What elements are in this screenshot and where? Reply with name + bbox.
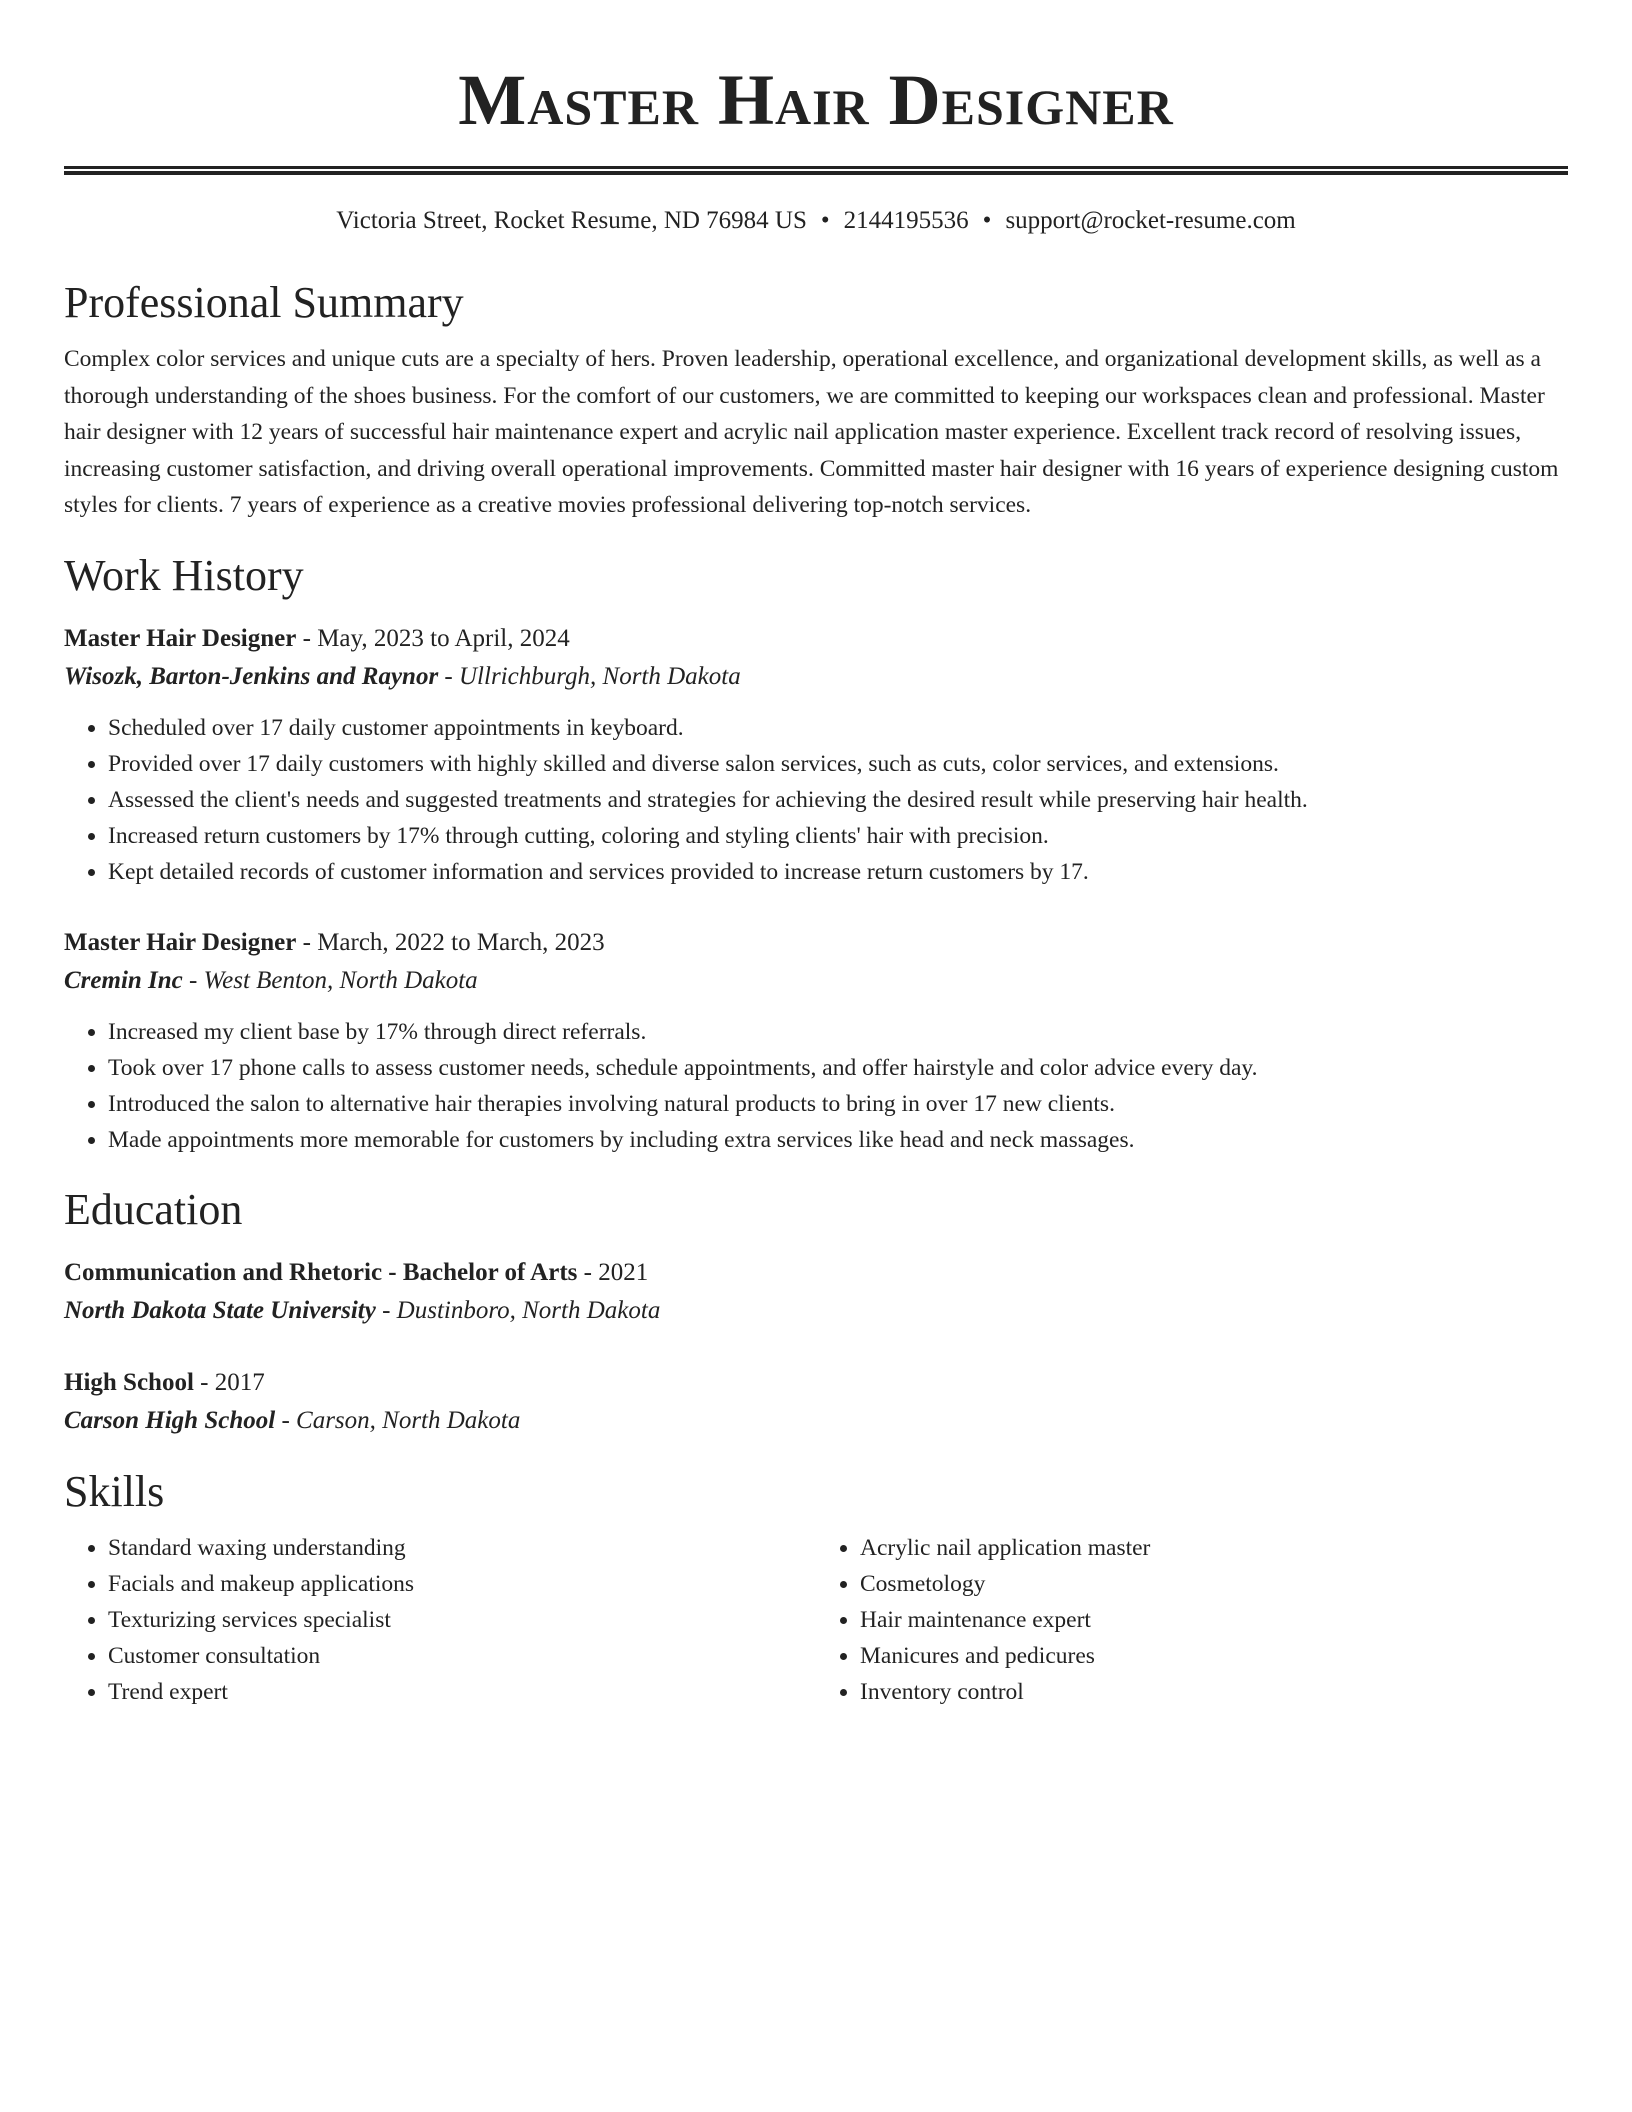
education-location: Dustinboro, North Dakota	[396, 1296, 661, 1324]
contact-email: support@rocket-resume.com	[1005, 207, 1296, 234]
education-year: 2021	[598, 1258, 649, 1286]
job-bullet: • Scheduled over 17 daily customer appointments in keyboard.	[108, 710, 1568, 746]
job-location: Ullrichburgh, North Dakota	[459, 662, 741, 690]
job-bullet: • Introduced the salon to alternative hair therapies involving natural products to bring in over 17 new clients.	[108, 1086, 1568, 1122]
skill-item: • Manicures and pedicures	[860, 1638, 1568, 1674]
dash: -	[182, 966, 204, 994]
skills-columns	[64, 1530, 1568, 1710]
job-entry	[64, 620, 1568, 890]
header-double-rule	[64, 166, 1568, 175]
education-year: 2017	[214, 1368, 265, 1396]
dash: -	[577, 1258, 599, 1286]
job-dates: May, 2023 to April, 2024	[317, 624, 570, 652]
education-location: Carson, North Dakota	[296, 1406, 521, 1434]
skill-item: • Customer consultation	[108, 1638, 816, 1674]
job-bullet: • Made appointments more memorable for customers by including extra services like head and neck massages.	[108, 1122, 1568, 1158]
education-entry	[64, 1364, 1568, 1440]
skill-item: • Texturizing services specialist	[108, 1602, 816, 1638]
education-degree-line	[64, 1254, 1568, 1292]
contact-line	[64, 205, 1568, 237]
job-bullet: • Provided over 17 daily customers with highly skilled and diverse salon services, such as cuts, color services, and extensions.	[108, 746, 1568, 782]
education-school: North Dakota State University	[64, 1296, 376, 1324]
job-role: Master Hair Designer	[64, 928, 297, 956]
job-company: Cremin Inc	[64, 966, 183, 994]
dash: -	[375, 1296, 397, 1324]
job-bullet-list	[64, 710, 1568, 890]
job-bullet: • Assessed the client's needs and suggested treatments and strategies for achieving the desired result while preserving hair health.	[108, 782, 1568, 818]
job-dates: March, 2022 to March, 2023	[317, 928, 605, 956]
education-degree: High School	[64, 1368, 194, 1396]
education-school: Carson High School	[64, 1406, 276, 1434]
summary-text: Complex color services and unique cuts are a specialty of hers. Proven leadership, operational excellence, and organizational development skills, as well as a thorough understanding of the shoes business. For the comfort of our customers, we are committed to keeping our workspaces clean and professional. Master hair designer with 12 years of successful hair maintenance expert and acrylic nail application master experience. Excellent track record of resolving issues, increasing customer satisfaction, and driving overall operational improvements. Committed master hair designer with 16 years of experience designing custom styles for clients. 7 years of experience as a creative movies professional delivering top-notch services.	[64, 346, 1559, 518]
job-bullet: • Increased my client base by 17% through direct referrals.	[108, 1014, 1568, 1050]
work-history-heading: Work History	[64, 550, 304, 600]
job-title-line	[64, 620, 1568, 658]
job-company-line	[64, 962, 1568, 1000]
skill-item: • Facials and makeup applications	[108, 1566, 816, 1602]
dash: -	[296, 928, 318, 956]
job-bullet: • Took over 17 phone calls to assess customer needs, schedule appointments, and offer hairstyle and color advice every day.	[108, 1050, 1568, 1086]
job-company: Wisozk, Barton-Jenkins and Raynor	[64, 662, 439, 690]
skill-item: • Hair maintenance expert	[860, 1602, 1568, 1638]
dash: -	[193, 1368, 215, 1396]
education-degree-line	[64, 1364, 1568, 1402]
contact-phone: 2144195536	[843, 207, 969, 234]
skills-list-left	[64, 1530, 816, 1710]
skill-item: • Acrylic nail application master	[860, 1530, 1568, 1566]
job-entry	[64, 924, 1568, 1158]
job-role: Master Hair Designer	[64, 624, 297, 652]
skill-item: • Cosmetology	[860, 1566, 1568, 1602]
job-company-line	[64, 658, 1568, 696]
dash: -	[438, 662, 459, 690]
education-heading: Education	[64, 1184, 243, 1234]
job-bullet-list	[64, 1014, 1568, 1158]
job-title-line	[64, 924, 1568, 962]
dash: -	[296, 624, 318, 652]
skills-list-right	[816, 1530, 1568, 1710]
education-entry	[64, 1254, 1568, 1330]
skill-item: • Trend expert	[108, 1674, 816, 1710]
skills-heading: Skills	[64, 1466, 165, 1516]
job-location: West Benton, North Dakota	[203, 966, 478, 994]
contact-separator: •	[820, 207, 830, 234]
contact-address: Victoria Street, Rocket Resume, ND 76984 US	[336, 207, 807, 234]
skill-item: • Standard waxing understanding	[108, 1530, 816, 1566]
summary-heading: Professional Summary	[64, 278, 464, 327]
education-school-line	[64, 1292, 1568, 1330]
job-bullet: • Kept detailed records of customer information and services provided to increase return customers by 17.	[108, 854, 1568, 890]
job-bullet: • Increased return customers by 17% through cutting, coloring and styling clients' hair with precision.	[108, 818, 1568, 854]
skill-item: • Inventory control	[860, 1674, 1568, 1710]
resume-name: Master Hair Designer	[458, 60, 1174, 140]
dash: -	[275, 1406, 297, 1434]
contact-separator: •	[982, 207, 992, 234]
education-school-line	[64, 1402, 1568, 1440]
education-degree: Communication and Rhetoric - Bachelor of Arts	[64, 1258, 578, 1286]
